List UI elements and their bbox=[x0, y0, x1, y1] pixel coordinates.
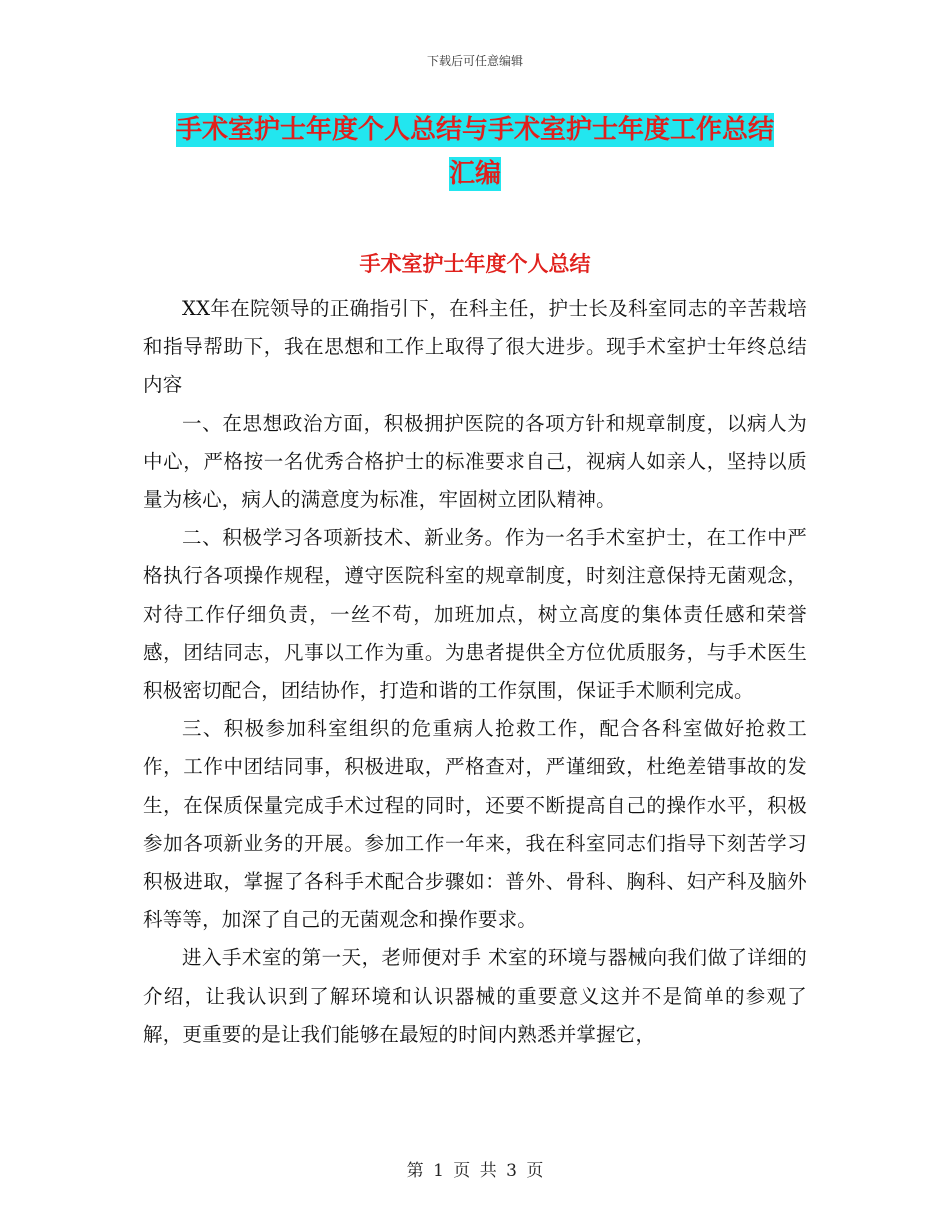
paragraph: 二、积极学习各项新技术、新业务。作为一名手术室护士，在工作中严格执行各项操作规程，遵守医院科室的规章制度，时刻注意保持无菌观念，对待工作仔细负责，一丝不苟，加班加点，树立高度的集体责任感和荣誉感，团结同志，凡事以工作为重。为患者提供全方位优质服务，与手术医生积极密切配合，团结协作，打造和谐的工作氛围，保证手术顺利完成。 bbox=[143, 526, 807, 703]
document-title-line-1: 手术室护士年度个人总结与手术室护士年度工作总结 bbox=[175, 115, 774, 145]
section-title: 手术室护士年度个人总结 bbox=[359, 252, 591, 276]
document-title-line-2: 汇编 bbox=[448, 159, 501, 189]
paragraph: 一、在思想政治方面，积极拥护医院的各项方针和规章制度，以病人为中心，严格按一名优秀合格护士的标准要求自己，视病人如亲人，坚持以质量为核心，病人的满意度为标准，牢固树立团队精神。 bbox=[143, 411, 807, 512]
paragraph: 进入手术室的第一天，老师便对手 术室的环境与器械向我们做了详细的介绍，让我认识到了解环境和认识器械的重要意义这并不是简单的参观了解，更重要的是让我们能够在最短的时间内熟悉并掌握它， bbox=[143, 946, 807, 1046]
paragraph: 三、积极参加科室组织的危重病人抢救工作，配合各科室做好抢救工作，工作中团结同事，积极进取，严格查对，严谨细致，杜绝差错事故的发生，在保质保量完成手术过程的同时，还要不断提高自己的操作水平，积极参加各项新业务的开展。参加工作一年来，我在科室同志们指导下刻苦学习积极进取，掌握了各科手术配合步骤如：普外、骨科、胸科、妇产科及脑外科等等，加深了自己的无菌观念和操作要求。 bbox=[143, 717, 807, 932]
paragraph: XX年在院领导的正确指引下，在科主任，护士长及科室同志的辛苦栽培和指导帮助下，我在思想和工作上取得了很大进步。现手术室护士年终总结内容 bbox=[143, 297, 807, 397]
page-footer-number: 第 1 页 共 3 页 bbox=[406, 1161, 544, 1181]
body-text bbox=[143, 290, 807, 1054]
document-title bbox=[0, 108, 950, 196]
page-header-note: 下载后可任意编辑 bbox=[426, 54, 523, 68]
